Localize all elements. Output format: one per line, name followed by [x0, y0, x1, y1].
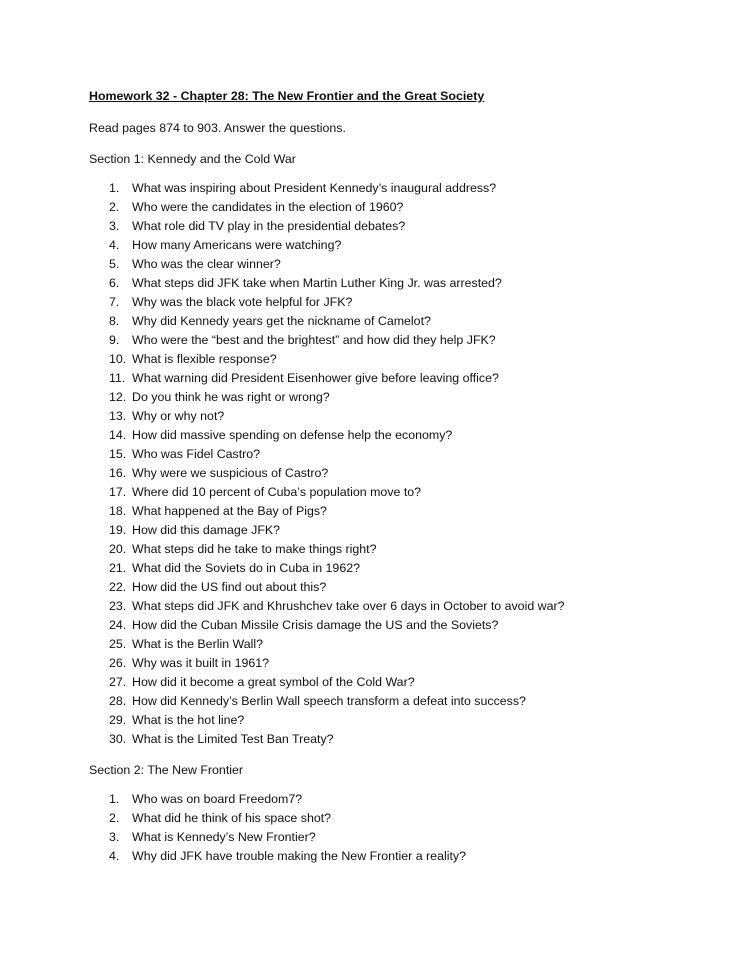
- question-number: 5.: [109, 257, 120, 271]
- question-text: Do you think he was right or wrong?: [132, 390, 330, 404]
- question-text: What is flexible response?: [132, 352, 277, 366]
- question-text: Why did Kennedy years get the nickname of Camelot?: [132, 314, 431, 328]
- question-number: 15.: [109, 447, 127, 461]
- question-text: What is the hot line?: [132, 713, 245, 727]
- question-number: 8.: [109, 314, 120, 328]
- question-number: 3.: [109, 830, 120, 844]
- question-text: Where did 10 percent of Cuba’s population move to?: [132, 485, 422, 499]
- question-number: 18.: [109, 504, 127, 518]
- question-text: What is the Limited Test Ban Treaty?: [132, 732, 334, 746]
- page-title: Homework 32 - Chapter 28: The New Frontier and the Great Society: [89, 89, 485, 103]
- question-text: Why was the black vote helpful for JFK?: [132, 295, 353, 309]
- question-number: 2.: [109, 811, 120, 825]
- question-number: 12.: [109, 390, 127, 404]
- section-2-heading: Section 2: The New Frontier: [89, 763, 244, 777]
- question-number: 3.: [109, 219, 120, 233]
- question-text: How did the US find out about this?: [132, 580, 327, 594]
- question-text: Who was on board Freedom7?: [132, 792, 303, 806]
- question-text: What is Kennedy’s New Frontier?: [132, 830, 316, 844]
- question-text: What happened at the Bay of Pigs?: [132, 504, 327, 518]
- question-text: How did this damage JFK?: [132, 523, 281, 537]
- question-number: 24.: [109, 618, 127, 632]
- question-text: How did massive spending on defense help the economy?: [132, 428, 453, 442]
- question-number: 9.: [109, 333, 120, 347]
- question-number: 25.: [109, 637, 127, 651]
- question-number: 30.: [109, 732, 127, 746]
- question-text: Who were the “best and the brightest” and how did they help JFK?: [132, 333, 496, 347]
- question-text: What steps did he take to make things right?: [132, 542, 377, 556]
- question-number: 16.: [109, 466, 127, 480]
- question-text: What warning did President Eisenhower give before leaving office?: [132, 371, 499, 385]
- question-number: 11.: [109, 371, 126, 385]
- question-text: Who was the clear winner?: [132, 257, 281, 271]
- question-text: Why or why not?: [132, 409, 225, 423]
- question-number: 4.: [109, 238, 120, 252]
- question-text: What steps did JFK and Khrushchev take over 6 days in October to avoid war?: [132, 599, 565, 613]
- question-number: 10.: [109, 352, 127, 366]
- question-number: 26.: [109, 656, 127, 670]
- question-number: 20.: [109, 542, 127, 556]
- question-text: How did it become a great symbol of the Cold War?: [132, 675, 415, 689]
- question-text: How did Kennedy’s Berlin Wall speech transform a defeat into success?: [132, 694, 526, 708]
- question-text: Why did JFK have trouble making the New Frontier a reality?: [132, 849, 467, 863]
- question-text: What did he think of his space shot?: [132, 811, 332, 825]
- question-text: What did the Soviets do in Cuba in 1962?: [132, 561, 360, 575]
- question-number: 17.: [109, 485, 127, 499]
- question-number: 27.: [109, 675, 127, 689]
- question-text: What role did TV play in the presidential debates?: [132, 219, 406, 233]
- question-number: 29.: [109, 713, 127, 727]
- question-number: 1.: [109, 792, 120, 806]
- question-text: Why was it built in 1961?: [132, 656, 270, 670]
- instructions: Read pages 874 to 903. Answer the questions.: [89, 121, 346, 135]
- section-1-heading: Section 1: Kennedy and the Cold War: [89, 152, 296, 166]
- question-number: 6.: [109, 276, 120, 290]
- question-number: 14.: [109, 428, 127, 442]
- question-text: How many Americans were watching?: [132, 238, 342, 252]
- question-number: 2.: [109, 200, 120, 214]
- question-text: What is the Berlin Wall?: [132, 637, 264, 651]
- question-number: 21.: [109, 561, 127, 575]
- question-number: 13.: [109, 409, 127, 423]
- question-number: 7.: [109, 295, 120, 309]
- question-number: 22.: [109, 580, 127, 594]
- question-text: How did the Cuban Missile Crisis damage the US and the Soviets?: [132, 618, 499, 632]
- question-number: 23.: [109, 599, 127, 613]
- question-number: 1.: [109, 181, 120, 195]
- question-number: 19.: [109, 523, 127, 537]
- question-text: What was inspiring about President Kennedy’s inaugural address?: [132, 181, 497, 195]
- question-text: What steps did JFK take when Martin Luther King Jr. was arrested?: [132, 276, 502, 290]
- question-text: Who were the candidates in the election of 1960?: [132, 200, 404, 214]
- question-number: 28.: [109, 694, 127, 708]
- question-number: 4.: [109, 849, 120, 863]
- question-text: Who was Fidel Castro?: [132, 447, 261, 461]
- question-text: Why were we suspicious of Castro?: [132, 466, 329, 480]
